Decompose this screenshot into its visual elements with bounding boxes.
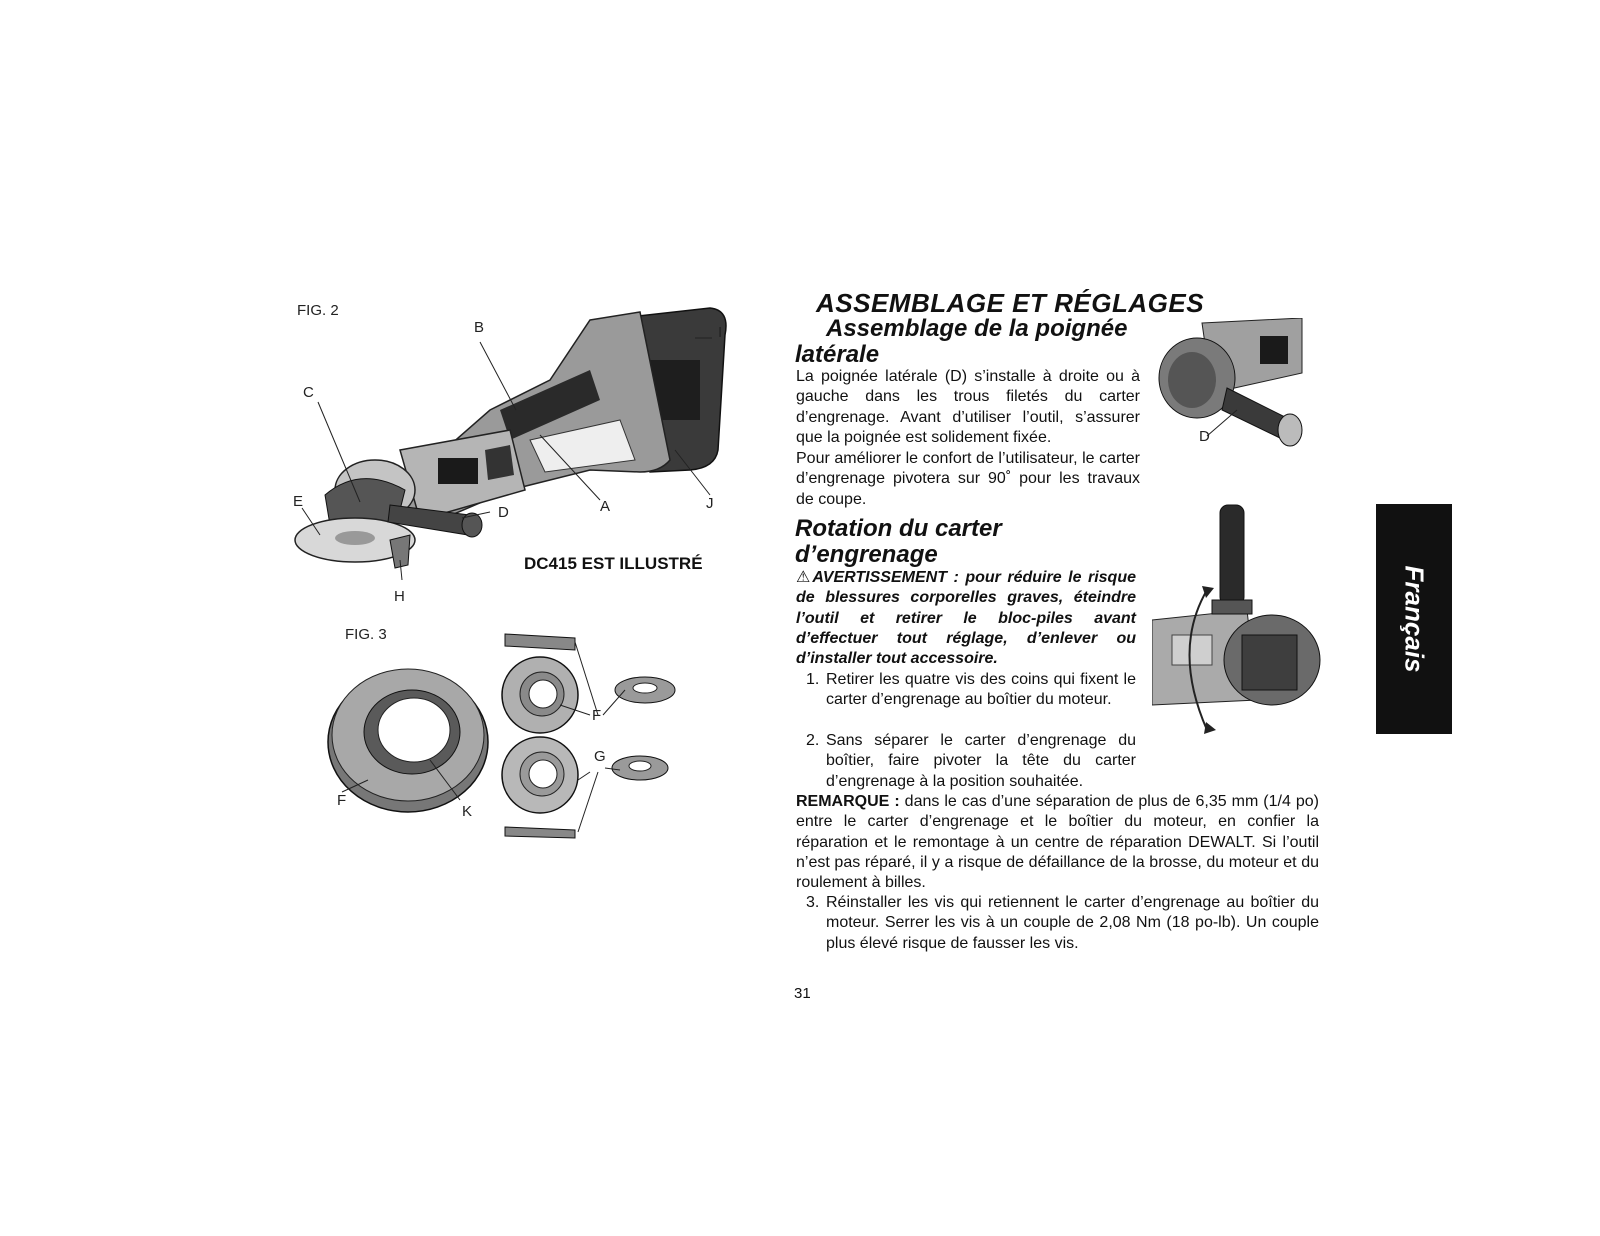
fig2-callout-i: I bbox=[718, 324, 723, 341]
note-text: dans le cas d’une séparation de plus de 6,35 mm (1/4 po) entre le carter d’engrenage et le boîtier du moteur, en confier la réparation et le remontage à un centre de réparation DEWALT. Si l’outil n’est pas réparé, il y a risque de défaillance de la brosse, du moteur et du roulement à billes. bbox=[796, 793, 1320, 892]
step-2-number: 2. bbox=[806, 732, 820, 749]
fig3-callout-g: G bbox=[594, 748, 606, 765]
fig3-callout-f-left: F bbox=[337, 792, 347, 809]
fig2-callout-c: C bbox=[303, 384, 314, 401]
side-handle-heading-line1: Assemblage de la poignée bbox=[826, 315, 1128, 342]
step-1-text: Retirer les quatre vis des coins qui fixent le carter d’engrenage au boîtier du moteur. bbox=[826, 671, 1136, 709]
warning-block bbox=[796, 568, 1136, 669]
side-handle-photo bbox=[1152, 318, 1310, 452]
side-handle-paragraph-1: La poignée latérale (D) s’installe à droite ou à gauche dans les trous filetés du carter d’engrenage. Avant d’utiliser l’outil, s’assurer que la poignée est solidement fixée. bbox=[796, 368, 1140, 446]
fig3-flange-illustration bbox=[320, 620, 720, 850]
step-2 bbox=[806, 731, 1136, 792]
step-2-text: Sans séparer le carter d’engrenage du boîtier, faire pivoter la tête du carter d’engrenage à la position souhaitée. bbox=[826, 732, 1136, 790]
gear-case-heading-line2: d’engrenage bbox=[795, 541, 938, 568]
note-label: REMARQUE : bbox=[796, 793, 900, 810]
language-tab-label-wrap bbox=[1376, 504, 1452, 734]
gear-case-rotation-photo bbox=[1152, 500, 1322, 740]
fig2-label: FIG. 2 bbox=[297, 302, 339, 319]
fig2-callout-a: A bbox=[600, 498, 611, 515]
language-tab-label: Français bbox=[1399, 565, 1430, 673]
fig2-callout-j: J bbox=[706, 495, 714, 512]
side-handle-heading-line2: latérale bbox=[795, 341, 880, 368]
step-1-number: 1. bbox=[806, 671, 820, 688]
warning-text: AVERTISSEMENT : pour réduire le risque de blessures corporelles graves, éteindre l’outil et retirer le bloc-piles avant d’effectuer tout réglage, d’enlever ou d’installer tout accessoire. bbox=[796, 569, 1137, 668]
fig2-callout-h: H bbox=[394, 588, 405, 605]
section-title: ASSEMBLAGE ET RÉGLAGES bbox=[816, 288, 1205, 318]
gear-case-heading-line1: Rotation du carter bbox=[795, 515, 1002, 542]
step-3-text: Réinstaller les vis qui retiennent le carter d’engrenage au boîtier du moteur. Serrer les vis à un couple de 2,08 Nm (18 po-lb). Un couple plus élevé risque de fausser les vis. bbox=[826, 894, 1319, 952]
fig3-callout-f-right: F bbox=[592, 707, 602, 724]
step-3-number: 3. bbox=[806, 894, 820, 911]
page-number: 31 bbox=[794, 985, 811, 1002]
fig2-callout-b: B bbox=[474, 319, 485, 336]
step-3 bbox=[806, 893, 1319, 954]
fig2-caption: DC415 EST ILLUSTRÉ bbox=[524, 554, 703, 573]
fig3-label: FIG. 3 bbox=[345, 626, 387, 643]
side-handle-paragraph-2: Pour améliorer le confort de l’utilisateur, le carter d’engrenage pivotera sur 90˚ pour les travaux de coupe. bbox=[796, 450, 1140, 508]
fig3-callout-k: K bbox=[462, 803, 473, 820]
warning-icon: ⚠ bbox=[796, 569, 813, 586]
side-handle-photo-callout-d: D bbox=[1199, 428, 1210, 445]
step-1 bbox=[806, 670, 1136, 711]
fig2-callout-d: D bbox=[498, 504, 509, 521]
fig2-callout-e: E bbox=[293, 493, 304, 510]
note-paragraph bbox=[796, 792, 1319, 893]
